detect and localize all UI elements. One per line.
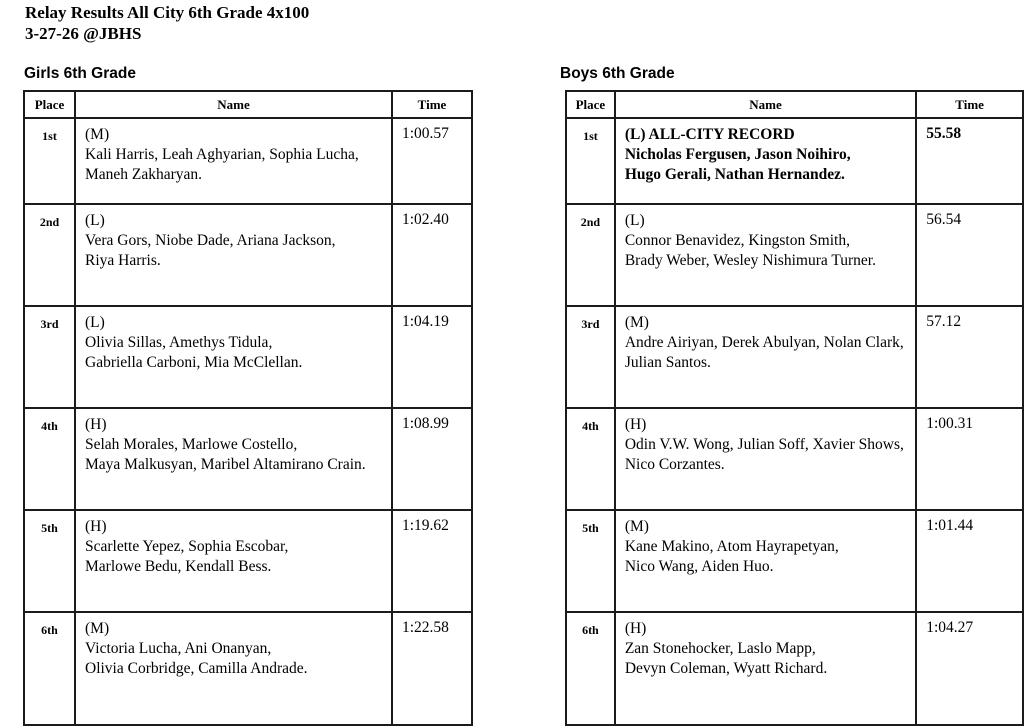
table-row: [566, 510, 1023, 612]
time-cell: 1:02.40: [392, 204, 472, 306]
team-designation: (L): [624, 212, 645, 229]
place-cell: 4th: [566, 408, 615, 510]
table-row: [24, 306, 472, 408]
column-header-name: Name: [615, 91, 916, 118]
table-row-record: [566, 118, 1023, 204]
place-cell: 2nd: [24, 204, 75, 306]
runners-line: Julian Santos.: [624, 353, 711, 371]
runners-line: Odin V.W. Wong, Julian Soff, Xavier Shows,: [624, 435, 904, 453]
column-header-place: Place: [566, 91, 615, 118]
name-cell: [75, 510, 392, 612]
name-cell: [615, 118, 916, 204]
place-cell: 6th: [24, 612, 75, 725]
runners-line: Kane Makino, Atom Hayrapetyan,: [624, 537, 839, 555]
runners-line: Nico Corzantes.: [624, 455, 725, 473]
name-cell: [75, 612, 392, 725]
boys-header-row: [566, 91, 1023, 118]
runners-line: Olivia Sillas, Amethys Tidula,: [85, 333, 273, 351]
runners-line: Scarlette Yepez, Sophia Escobar,: [85, 537, 289, 555]
time-cell: 1:00.57: [392, 118, 472, 204]
runners-line: Gabriella Carboni, Mia McClellan.: [85, 353, 303, 371]
column-header-name: Name: [75, 91, 392, 118]
team-designation: (M): [85, 620, 110, 637]
name-cell: [75, 204, 392, 306]
time-cell: 1:04.19: [392, 306, 472, 408]
name-cell: [615, 510, 916, 612]
section-title-boys: Boys 6th Grade: [560, 65, 675, 82]
place-cell: 2nd: [566, 204, 615, 306]
place-cell: 1st: [24, 118, 75, 204]
place-cell: 5th: [24, 510, 75, 612]
name-cell: [615, 306, 916, 408]
time-cell: 57.12: [916, 306, 1023, 408]
time-cell: 1:22.58: [392, 612, 472, 725]
table-row: [24, 204, 472, 306]
name-cell: [75, 306, 392, 408]
team-designation: (H): [85, 416, 107, 433]
time-cell: 1:01.44: [916, 510, 1023, 612]
runners-line: Selah Morales, Marlowe Costello,: [85, 435, 298, 453]
place-cell: 3rd: [566, 306, 615, 408]
name-cell: [615, 204, 916, 306]
team-designation: (M): [624, 314, 649, 331]
column-header-place: Place: [24, 91, 75, 118]
time-cell: 1:00.31: [916, 408, 1023, 510]
table-row: [566, 306, 1023, 408]
team-designation: (H): [624, 416, 647, 433]
runners-line: Connor Benavidez, Kingston Smith,: [624, 231, 850, 249]
place-cell: 5th: [566, 510, 615, 612]
team-designation: (H): [85, 518, 107, 535]
place-cell: 3rd: [24, 306, 75, 408]
runners-line: Hugo Gerali, Nathan Hernandez.: [624, 165, 845, 183]
name-cell: [75, 408, 392, 510]
table-row: [24, 510, 472, 612]
runners-line: Riya Harris.: [85, 251, 161, 269]
page-title: Relay Results All City 6th Grade 4x100: [25, 3, 310, 22]
girls-header-row: [24, 91, 472, 118]
runners-line: Nicholas Fergusen, Jason Noihiro,: [624, 145, 851, 163]
team-designation: (H): [624, 620, 647, 637]
name-cell: [615, 612, 916, 725]
place-cell: 4th: [24, 408, 75, 510]
section-title-girls: Girls 6th Grade: [24, 65, 136, 82]
document-header: [25, 3, 309, 44]
column-header-time: Time: [392, 91, 472, 118]
time-cell: 55.58: [916, 118, 1023, 204]
runners-line: Vera Gors, Niobe Dade, Ariana Jackson,: [85, 231, 336, 249]
name-cell: [75, 118, 392, 204]
table-row: [24, 118, 472, 204]
place-cell: 6th: [566, 612, 615, 725]
runners-line: Maneh Zakharyan.: [85, 165, 203, 183]
team-designation-record: (L) ALL-CITY RECORD: [624, 126, 795, 143]
table-row: [24, 408, 472, 510]
column-header-time: Time: [916, 91, 1023, 118]
runners-line: Zan Stonehocker, Laslo Mapp,: [624, 639, 816, 657]
time-cell: 1:19.62: [392, 510, 472, 612]
name-cell: [615, 408, 916, 510]
runners-line: Marlowe Bedu, Kendall Bess.: [85, 557, 272, 575]
team-designation: (M): [85, 126, 110, 143]
runners-line: Maya Malkusyan, Maribel Altamirano Crain.: [85, 455, 366, 473]
runners-line: Devyn Coleman, Wyatt Richard.: [624, 659, 828, 677]
table-row: [566, 612, 1023, 725]
runners-line: Nico Wang, Aiden Huo.: [624, 557, 774, 575]
table-row: [566, 204, 1023, 306]
runners-line: Victoria Lucha, Ani Onanyan,: [85, 639, 272, 657]
place-cell: 1st: [566, 118, 615, 204]
table-row: [24, 612, 472, 725]
runners-line: Brady Weber, Wesley Nishimura Turner.: [624, 251, 876, 269]
team-designation: (L): [85, 314, 105, 331]
time-cell: 1:08.99: [392, 408, 472, 510]
time-cell: 1:04.27: [916, 612, 1023, 725]
team-designation: (M): [624, 518, 649, 535]
table-row: [566, 408, 1023, 510]
event-date-location: 3-27-26 @JBHS: [25, 23, 142, 43]
boys-results-table: [565, 90, 1024, 726]
runners-line: Olivia Corbridge, Camilla Andrade.: [85, 659, 308, 677]
time-cell: 56.54: [916, 204, 1023, 306]
runners-line: Kali Harris, Leah Aghyarian, Sophia Lucha,: [85, 145, 359, 163]
runners-line: Andre Airiyan, Derek Abulyan, Nolan Clark,: [624, 333, 904, 351]
girls-results-table: [23, 90, 473, 726]
team-designation: (L): [85, 212, 105, 229]
